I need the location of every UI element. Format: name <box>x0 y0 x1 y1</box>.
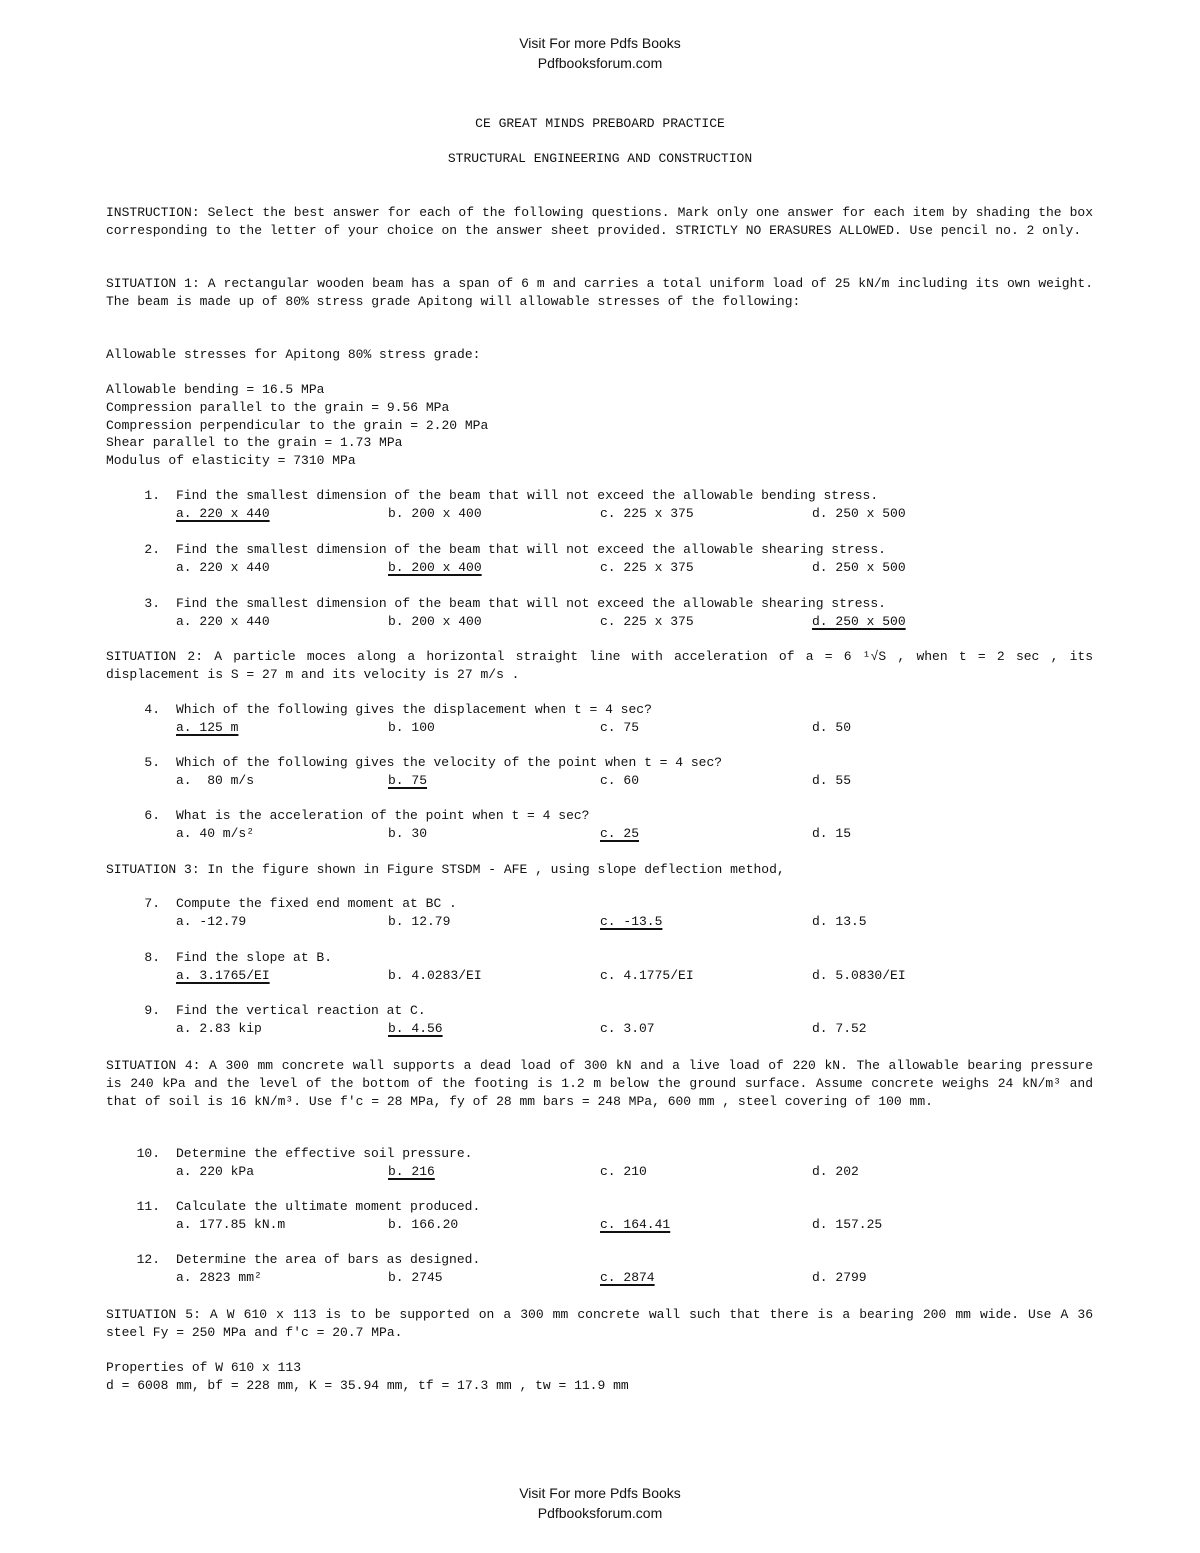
question-item <box>106 1252 1093 1288</box>
answer-option: a. 220 x 440 <box>176 560 270 575</box>
answer-option: b. 200 x 400 <box>388 506 482 521</box>
situation-1-text: SITUATION 1: A rectangular wooden beam has a span of 6 m and carries a total uniform load of 25 kN/m including its own weight. The beam is made up of 80% stress grade Apitong will allowable stresses of the following: <box>106 276 1093 309</box>
instruction-paragraph: INSTRUCTION: Select the best answer for each of the following questions. Mark only one answer for each item by shading the box corresponding to the letter of your choice on the answer sheet provided. STRICTLY NO ERASURES ALLOWED. Use pencil no. 2 only. <box>106 205 1093 238</box>
answer-option: c. 75 <box>600 720 640 735</box>
question-number: 8. <box>144 950 160 965</box>
page-header <box>0 33 1200 73</box>
question-text: Determine the area of bars as designed. <box>176 1252 481 1267</box>
document-title: CE GREAT MINDS PREBOARD PRACTICE <box>475 116 725 131</box>
question-number: 2. <box>144 542 160 557</box>
question-text: Find the slope at B. <box>176 950 333 965</box>
question-item <box>106 596 1093 632</box>
question-text: Which of the following gives the velocity of the point when t = 4 sec? <box>176 755 723 770</box>
question-number: 11. <box>136 1199 160 1214</box>
footer-line-1: Visit For more Pdfs Books <box>519 1485 681 1501</box>
question-item <box>106 808 1093 844</box>
answer-option: b. 30 <box>388 826 428 841</box>
answer-option-marked: c. 2874 <box>600 1270 655 1285</box>
answer-option: d. 7.52 <box>812 1021 867 1036</box>
answer-option: b. 12.79 <box>388 914 451 929</box>
answer-option: d. 250 x 500 <box>812 506 906 521</box>
answer-option-marked: a. 220 x 440 <box>176 506 270 521</box>
answer-option: a. 2823 mm² <box>176 1270 262 1285</box>
header-line-2: Pdfbooksforum.com <box>537 55 663 71</box>
question-number: 6. <box>144 808 160 823</box>
answer-option: a. 220 kPa <box>176 1164 255 1179</box>
situation-2-text: SITUATION 2: A particle moces along a horizontal straight line with acceleration of a = 6 ¹√S , when t = 2 sec , its displacement is S = 27 m and its velocity is 27 m/s . <box>106 649 1093 682</box>
stress-list-title: Allowable stresses for Apitong 80% stress grade: <box>106 347 481 362</box>
question-number: 7. <box>144 896 160 911</box>
situation-4-text: SITUATION 4: A 300 mm concrete wall supports a dead load of 300 kN and a live load of 220 kN. The allowable bearing pressure is 240 kPa and the level of the bottom of the footing is 1.2 m below the ground surface. Assume concrete weighs 24 kN/m³ and that of soil is 16 kN/m³. Use f'c = 28 MPa, fy of 28 mm bars = 248 MPa, 600 mm , steel covering of 100 mm. <box>106 1058 1093 1109</box>
answer-option-marked: c. 25 <box>600 826 640 841</box>
answer-option: c. 225 x 375 <box>600 560 694 575</box>
answer-option: d. 250 x 500 <box>812 560 906 575</box>
question-item <box>106 1199 1093 1235</box>
question-number: 12. <box>136 1252 160 1267</box>
question-number: 3. <box>144 596 160 611</box>
answer-option: c. 225 x 375 <box>600 614 694 629</box>
question-number: 1. <box>144 488 160 503</box>
answer-option: b. 166.20 <box>388 1217 459 1232</box>
answer-option: a. 2.83 kip <box>176 1021 262 1036</box>
header-line-1: Visit For more Pdfs Books <box>519 35 681 51</box>
question-text: Compute the fixed end moment at BC . <box>176 896 457 911</box>
answer-option: d. 13.5 <box>812 914 867 929</box>
question-item <box>106 488 1093 524</box>
footer-line-2: Pdfbooksforum.com <box>537 1505 663 1521</box>
question-text: Find the smallest dimension of the beam that will not exceed the allowable bending stress. <box>176 488 879 503</box>
question-item <box>106 702 1093 738</box>
answer-option-marked: b. 216 <box>388 1164 435 1179</box>
question-item <box>106 1003 1093 1039</box>
answer-option: d. 157.25 <box>812 1217 883 1232</box>
stress-list <box>106 381 1093 470</box>
answer-option: d. 5.0830/EI <box>812 968 906 983</box>
stress-item: Allowable bending = 16.5 MPa <box>106 382 325 397</box>
properties-title: Properties of W 610 x 113 <box>106 1360 302 1375</box>
question-item <box>106 755 1093 791</box>
stress-item: Compression parallel to the grain = 9.56 MPa <box>106 399 450 415</box>
question-text: Find the smallest dimension of the beam that will not exceed the allowable shearing stress. <box>176 542 886 557</box>
answer-option: d. 15 <box>812 826 852 841</box>
question-item <box>106 1146 1093 1182</box>
answer-option-marked: d. 250 x 500 <box>812 614 906 629</box>
answer-option: a. -12.79 <box>176 914 247 929</box>
page-footer <box>0 1483 1200 1523</box>
question-item <box>106 896 1093 932</box>
answer-option-marked: b. 4.56 <box>388 1021 443 1036</box>
question-number: 9. <box>144 1003 160 1018</box>
question-number: 5. <box>144 755 160 770</box>
stress-item: Compression perpendicular to the grain = 2.20 MPa <box>106 417 489 433</box>
situation-3-text: SITUATION 3: In the figure shown in Figure STSDM - AFE , using slope deflection method, <box>106 862 785 877</box>
answer-option-marked: a. 125 m <box>176 720 239 735</box>
properties-values: d = 6008 mm, bf = 228 mm, K = 35.94 mm, tf = 17.3 mm , tw = 11.9 mm <box>106 1378 629 1393</box>
answer-option: b. 200 x 400 <box>388 614 482 629</box>
answer-option: d. 202 <box>812 1164 859 1179</box>
stress-item: Shear parallel to the grain = 1.73 MPa <box>106 435 403 451</box>
question-text: Calculate the ultimate moment produced. <box>176 1199 481 1214</box>
answer-option: b. 100 <box>388 720 435 735</box>
answer-option: a. 80 m/s <box>176 773 255 788</box>
answer-option-marked: c. 164.41 <box>600 1217 671 1232</box>
question-item <box>106 542 1093 578</box>
question-text: Find the smallest dimension of the beam that will not exceed the allowable shearing stress. <box>176 596 886 611</box>
question-text: Find the vertical reaction at C. <box>176 1003 426 1018</box>
situation-5-text: SITUATION 5: A W 610 x 113 is to be supported on a 300 mm concrete wall such that there is a bearing 200 mm wide. Use A 36 steel Fy = 250 MPa and f'c = 20.7 MPa. <box>106 1307 1093 1340</box>
answer-option-marked: a. 3.1765/EI <box>176 968 270 983</box>
question-number: 4. <box>144 702 160 717</box>
question-text: Determine the effective soil pressure. <box>176 1146 473 1161</box>
question-item <box>106 950 1093 986</box>
answer-option-marked: c. -13.5 <box>600 914 663 929</box>
answer-option: c. 4.1775/EI <box>600 968 694 983</box>
answer-option: c. 3.07 <box>600 1021 655 1036</box>
answer-option: d. 2799 <box>812 1270 867 1285</box>
question-text: Which of the following gives the displacement when t = 4 sec? <box>176 702 652 717</box>
answer-option: d. 55 <box>812 773 852 788</box>
answer-option: a. 220 x 440 <box>176 614 270 629</box>
answer-option: b. 4.0283/EI <box>388 968 482 983</box>
document-subtitle: STRUCTURAL ENGINEERING AND CONSTRUCTION <box>447 151 753 166</box>
answer-option: b. 2745 <box>388 1270 443 1285</box>
answer-option: a. 40 m/s² <box>176 826 255 841</box>
answer-option-marked: b. 200 x 400 <box>388 560 482 575</box>
stress-item: Modulus of elasticity = 7310 MPa <box>106 453 356 469</box>
answer-option: d. 50 <box>812 720 852 735</box>
question-number: 10. <box>136 1146 160 1161</box>
answer-option: c. 60 <box>600 773 640 788</box>
answer-option: a. 177.85 kN.m <box>176 1217 286 1232</box>
answer-option: c. 210 <box>600 1164 647 1179</box>
answer-option-marked: b. 75 <box>388 773 428 788</box>
answer-option: c. 225 x 375 <box>600 506 694 521</box>
question-text: What is the acceleration of the point when t = 4 sec? <box>176 808 590 823</box>
